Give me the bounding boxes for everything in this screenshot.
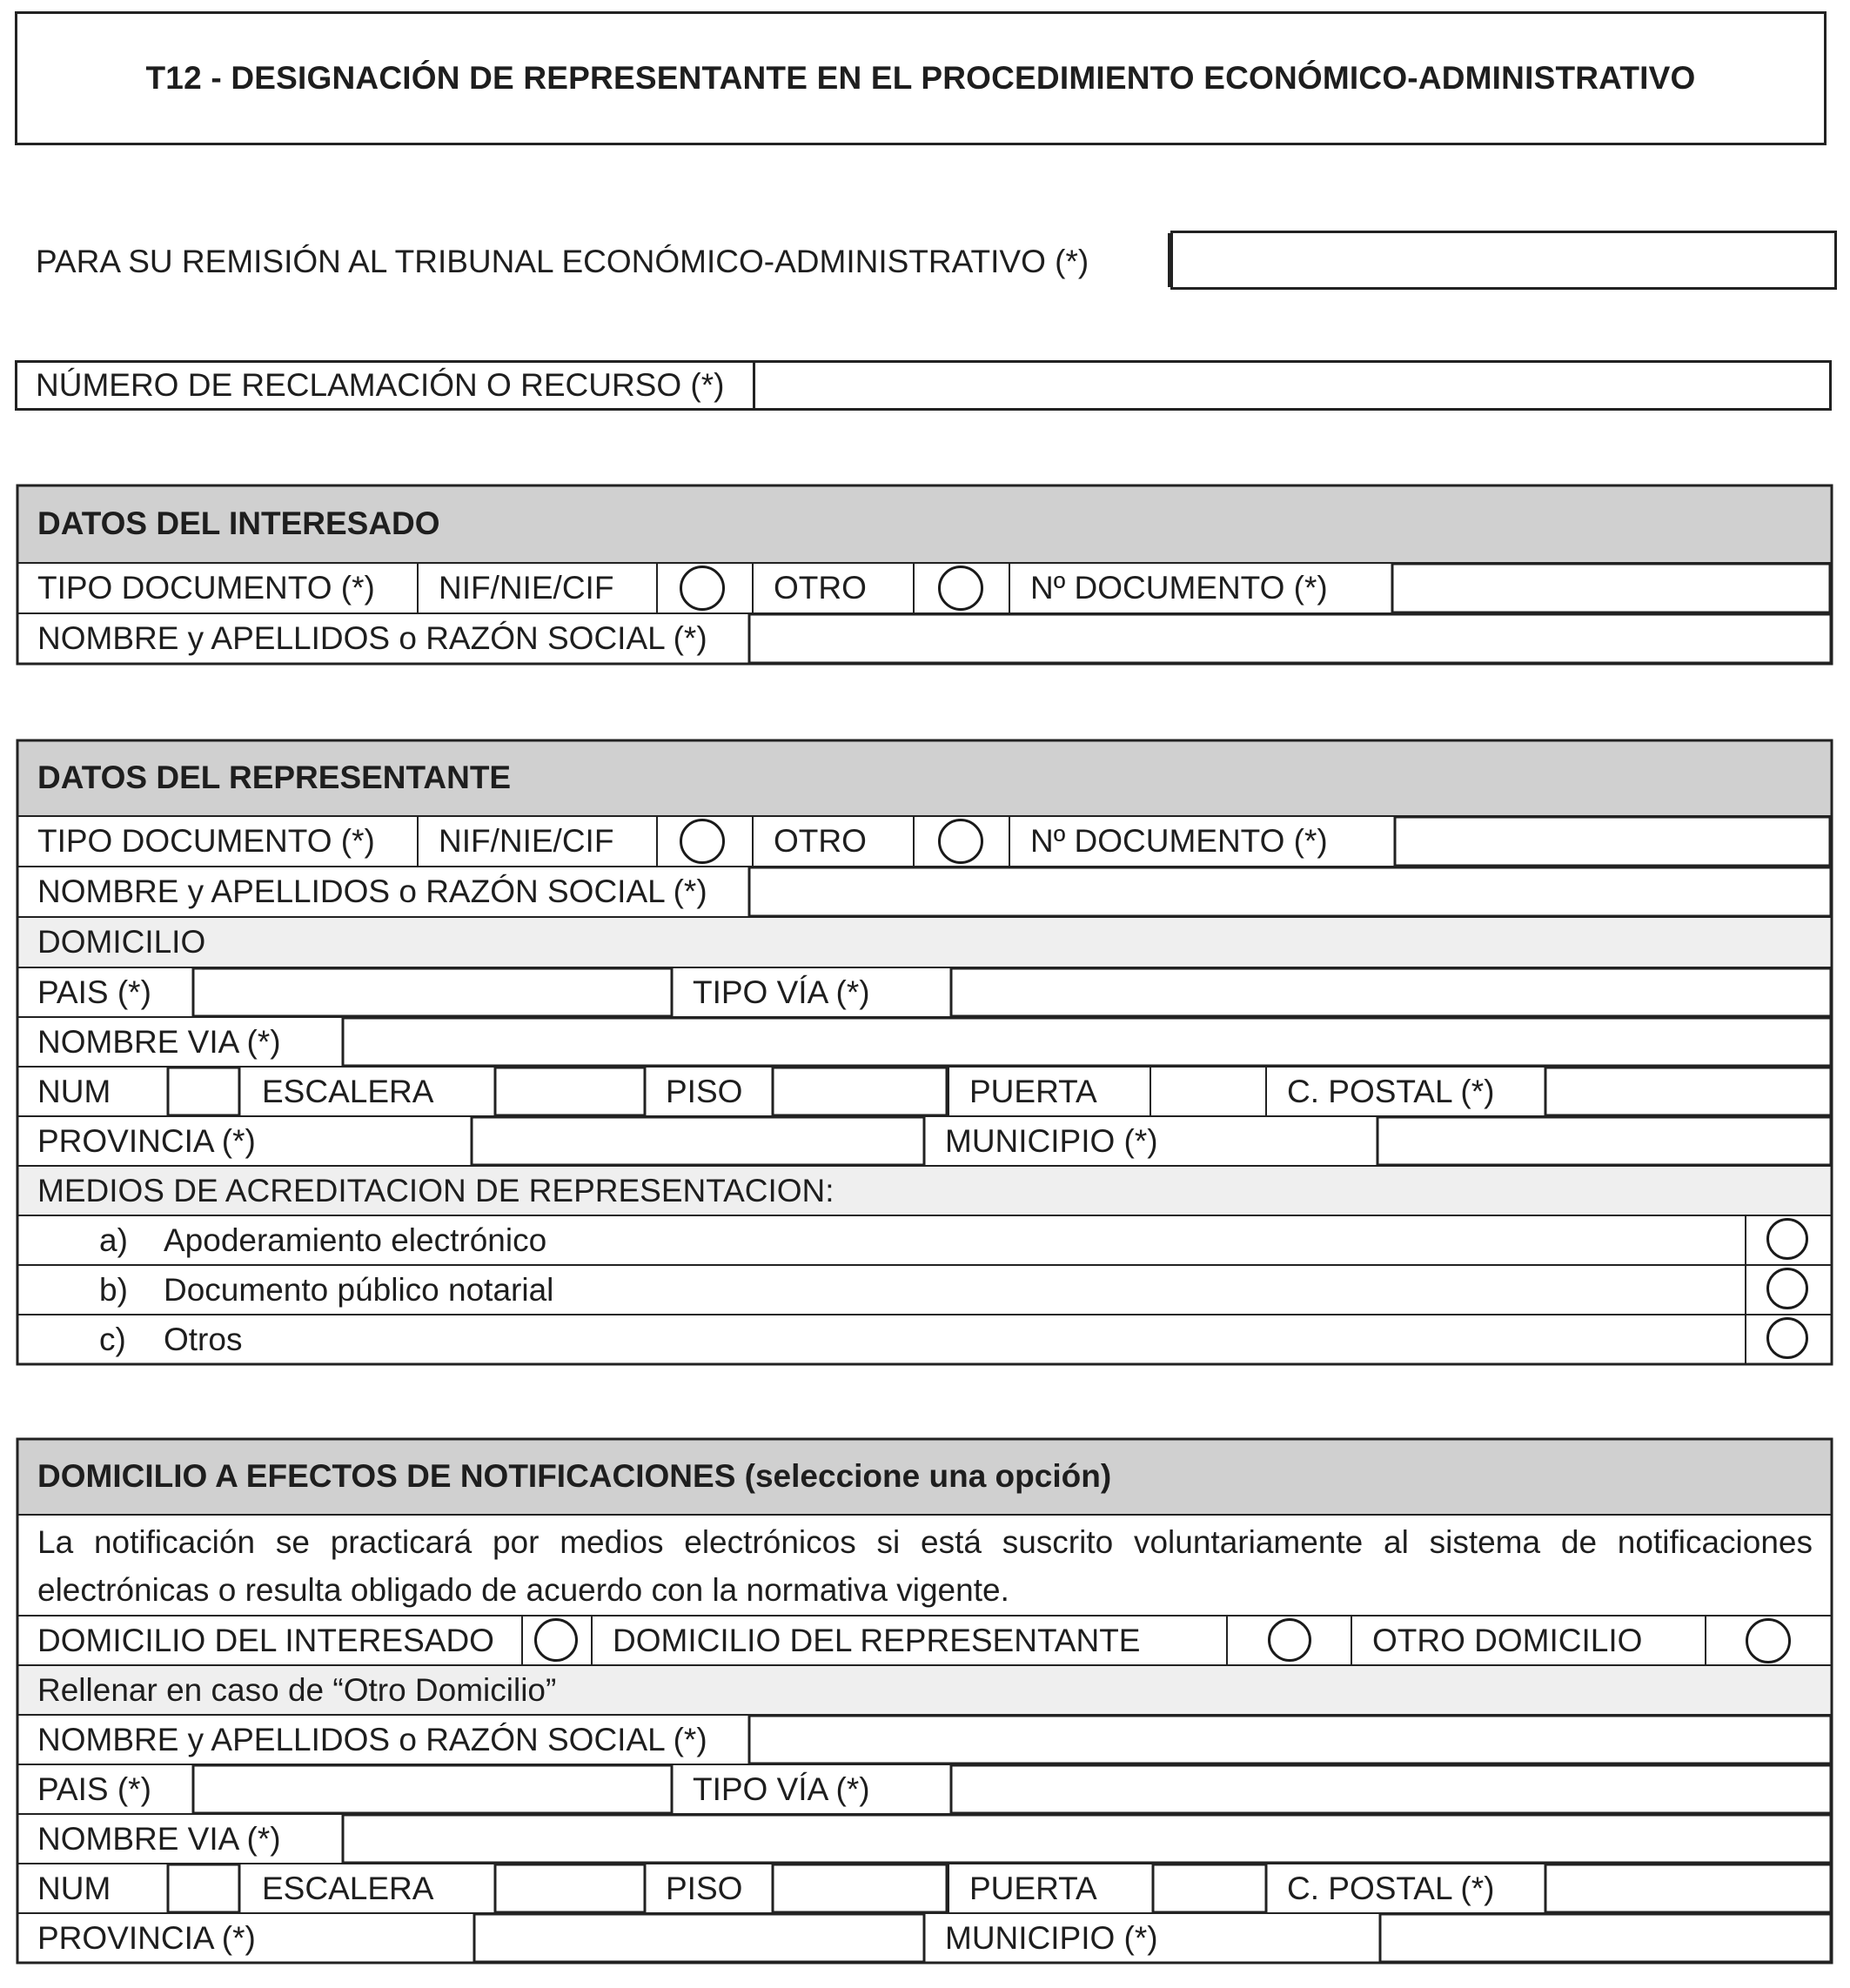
notif-provincia-input[interactable] [474,1913,924,1963]
notif-escalera-input[interactable] [495,1864,645,1913]
reclamacion-input[interactable] [753,360,1832,411]
medio-a-letter: a) [99,1222,128,1258]
representante-escalera-label: ESCALERA [262,1073,434,1109]
representante-puerta-label: PUERTA [969,1073,1097,1109]
medio-b-text: Documento público notarial [164,1271,554,1308]
representante-tipo-documento-label: TIPO DOCUMENTO (*) [37,823,375,859]
notif-cpostal-input[interactable] [1545,1864,1832,1913]
representante-otro-radio[interactable] [938,819,983,864]
representante-nombre-via-input[interactable] [343,1017,1832,1067]
notif-municipio-label: MUNICIPIO (*) [945,1919,1158,1956]
medio-a-text: Apoderamiento electrónico [164,1222,547,1258]
interesado-header: DATOS DEL INTERESADO [17,485,1832,563]
representante-tipo-via-label: TIPO VÍA (*) [693,974,870,1010]
notif-piso-label: PISO [666,1870,743,1906]
representante-piso-input[interactable] [773,1067,947,1116]
representante-municipio-label: MUNICIPIO (*) [945,1122,1158,1159]
opt-representante-radio[interactable] [1268,1618,1311,1662]
representante-tipo-via-input[interactable] [951,967,1832,1017]
medio-b-row [17,1265,1757,1315]
representante-nombre-via-label: NOMBRE VIA (*) [37,1023,281,1060]
representante-cpostal-input[interactable] [1545,1067,1832,1116]
representante-num-label: NUM [37,1073,111,1109]
notif-escalera-label: ESCALERA [262,1870,434,1906]
representante-nif-label: NIF/NIE/CIF [439,823,614,859]
notif-cpostal-label: C. POSTAL (*) [1287,1870,1495,1906]
notif-nombre-label: NOMBRE y APELLIDOS o RAZÓN SOCIAL (*) [37,1721,707,1757]
notif-tipo-via-input[interactable] [951,1764,1832,1814]
notif-piso-input[interactable] [773,1864,947,1913]
medio-c-text: Otros [164,1321,243,1357]
interesado-tipo-documento-label: TIPO DOCUMENTO (*) [37,570,375,606]
interesado-otro-radio[interactable] [938,566,983,611]
representante-pais-input[interactable] [193,967,672,1017]
notif-tipo-via-label: TIPO VÍA (*) [693,1770,870,1807]
interesado-otro-label: OTRO [774,570,867,606]
medio-b-radio[interactable] [1766,1268,1808,1309]
representante-puerta-input[interactable] [1150,1067,1266,1116]
representante-header: DATOS DEL REPRESENTANTE [17,740,1832,816]
interesado-nif-radio[interactable] [680,566,725,611]
remision-input-edge [1170,231,1173,290]
opt-otro-label: OTRO DOMICILIO [1372,1622,1643,1658]
notificaciones-info: La notificación se practicará por medios electrónicos si está suscrito voluntariamente al sistema de notificaciones electrónicas o resulta obligado de acuerdo con la normativa vigente. [37,1524,1813,1608]
representante-domicilio-label: DOMICILIO [17,917,1832,967]
representante-otro-label: OTRO [774,823,867,859]
representante-nombre-input[interactable] [749,867,1832,917]
notificaciones-header: DOMICILIO A EFECTOS DE NOTIFICACIONES (seleccione una opción) [17,1438,1832,1515]
notif-pais-label: PAIS (*) [37,1770,151,1807]
notif-pais-input[interactable] [193,1764,672,1814]
representante-nombre-label: NOMBRE y APELLIDOS o RAZÓN SOCIAL (*) [37,874,707,909]
medio-b-letter: b) [99,1271,128,1308]
remision-label: PARA SU REMISIÓN AL TRIBUNAL ECONÓMICO-ADMINISTRATIVO (*) [36,244,1089,279]
reclamacion-label: NÚMERO DE RECLAMACIÓN O RECURSO (*) [36,367,725,403]
medios-header: MEDIOS DE ACREDITACION DE REPRESENTACION: [17,1166,1832,1215]
interesado-num-documento-input[interactable] [1392,563,1830,613]
interesado-nombre-label: NOMBRE y APELLIDOS o RAZÓN SOCIAL (*) [37,620,707,656]
representante-num-input[interactable] [168,1067,239,1116]
opt-interesado-label: DOMICILIO DEL INTERESADO [37,1622,494,1658]
representante-municipio-input[interactable] [1377,1116,1832,1166]
representante-provincia-label: PROVINCIA (*) [37,1122,256,1159]
interesado-nif-label: NIF/NIE/CIF [439,570,614,606]
notif-municipio-input[interactable] [1380,1913,1832,1963]
notif-provincia-label: PROVINCIA (*) [37,1919,256,1956]
representante-nif-radio[interactable] [680,819,725,864]
opt-otro-radio[interactable] [1746,1618,1791,1663]
medio-c-radio[interactable] [1766,1317,1808,1359]
representante-pais-label: PAIS (*) [37,974,151,1010]
form-title-box [15,11,1827,145]
notif-nombre-via-input[interactable] [343,1814,1832,1864]
remision-input[interactable] [1170,231,1837,290]
representante-num-documento-input[interactable] [1395,816,1830,867]
representante-escalera-input[interactable] [495,1067,645,1116]
notif-num-input[interactable] [168,1864,239,1913]
interesado-num-documento-label: Nº DOCUMENTO (*) [1030,570,1328,606]
medio-a-row [17,1215,1757,1265]
notif-puerta-input[interactable] [1153,1864,1266,1913]
representante-num-documento-label: Nº DOCUMENTO (*) [1030,823,1328,859]
rellenar-label: Rellenar en caso de “Otro Domicilio” [17,1665,1832,1715]
representante-provincia-input[interactable] [472,1116,924,1166]
opt-interesado-radio[interactable] [534,1618,578,1662]
medio-a-radio[interactable] [1766,1218,1808,1260]
representante-piso-label: PISO [666,1073,743,1109]
form-title: T12 - DESIGNACIÓN DE REPRESENTANTE EN EL PROCEDIMIENTO ECONÓMICO-ADMINISTRATIVO [145,60,1696,96]
interesado-nombre-input[interactable] [749,613,1832,664]
notif-puerta-label: PUERTA [969,1870,1097,1906]
medio-c-letter: c) [99,1321,126,1357]
medio-c-row [17,1315,1757,1364]
notif-num-label: NUM [37,1870,111,1906]
notif-nombre-via-label: NOMBRE VIA (*) [37,1820,281,1857]
notif-nombre-input[interactable] [749,1715,1832,1764]
representante-cpostal-label: C. POSTAL (*) [1287,1073,1495,1109]
opt-representante-label: DOMICILIO DEL REPRESENTANTE [613,1622,1141,1658]
